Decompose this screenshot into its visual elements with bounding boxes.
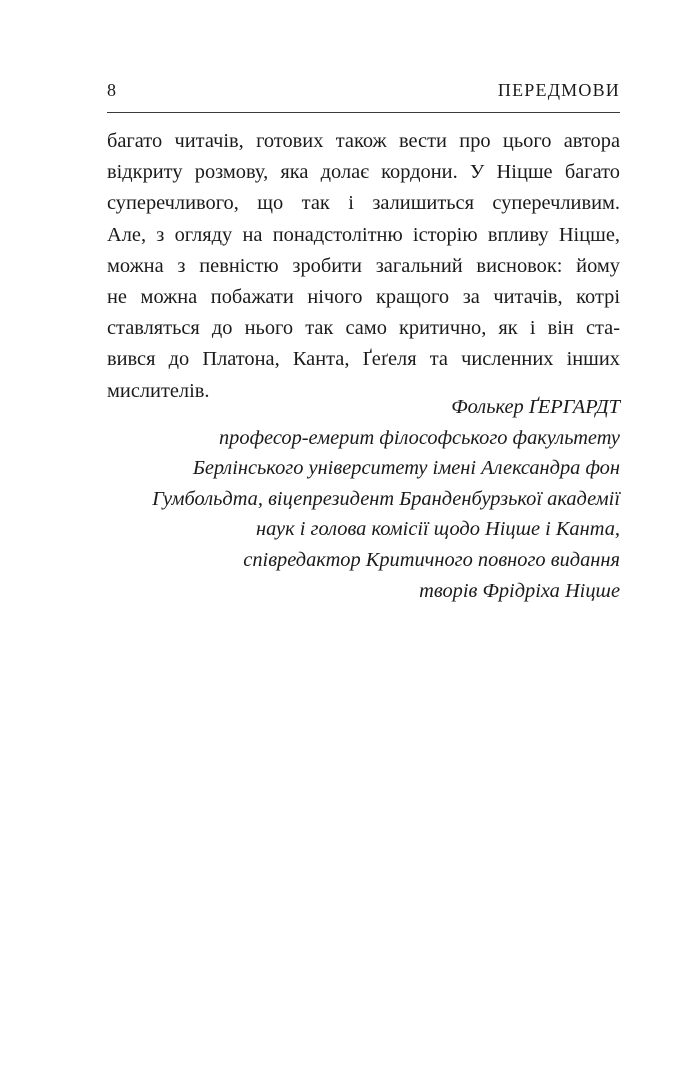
signature-line: наук і голова комісії щодо Ніцше і Канта,: [256, 518, 620, 541]
signature-line: Берлінського університету імені Александра фон: [192, 457, 620, 480]
body-line: багато читачів, готових також вести про цього автора: [107, 130, 620, 152]
body-line: відкриту розмову, яка долає кордони. У Ніцше багато: [107, 161, 620, 184]
signature-line: Гумбольдта, віцепрезидент Бранденбурзької академії: [152, 487, 620, 510]
running-head-title: ПЕРЕДМОВИ: [497, 80, 620, 100]
body-line: вився до Платона, Канта, Ґеґеля та численних інших: [107, 348, 620, 371]
body-line: Але, з огляду на понадстолітню історію впливу Ніцше,: [107, 223, 620, 246]
body-line: можна з певністю зробити загальний висновок: йому: [107, 254, 620, 277]
running-header: [107, 78, 620, 113]
body-line: ставляться до нього так само критично, як і він ста-: [107, 317, 620, 340]
body-paragraph: [107, 126, 620, 407]
body-line: мислителів.: [107, 379, 210, 402]
body-line: не можна побажати нічого кращого за читачів, котрі: [107, 286, 620, 309]
signature-line: творів Фрідріха Ніцше: [419, 579, 620, 602]
page-number: 8: [107, 80, 117, 100]
signature-line: співредактор Критичного повного видання: [243, 548, 620, 571]
signature-name: Фолькер ҐЕРГАРДТ: [451, 396, 620, 418]
body-line: суперечливого, що так і залишиться суперечливим.: [107, 192, 620, 215]
signature-line: професор-емерит філософського факультету: [218, 426, 620, 449]
author-signature: [107, 392, 620, 606]
